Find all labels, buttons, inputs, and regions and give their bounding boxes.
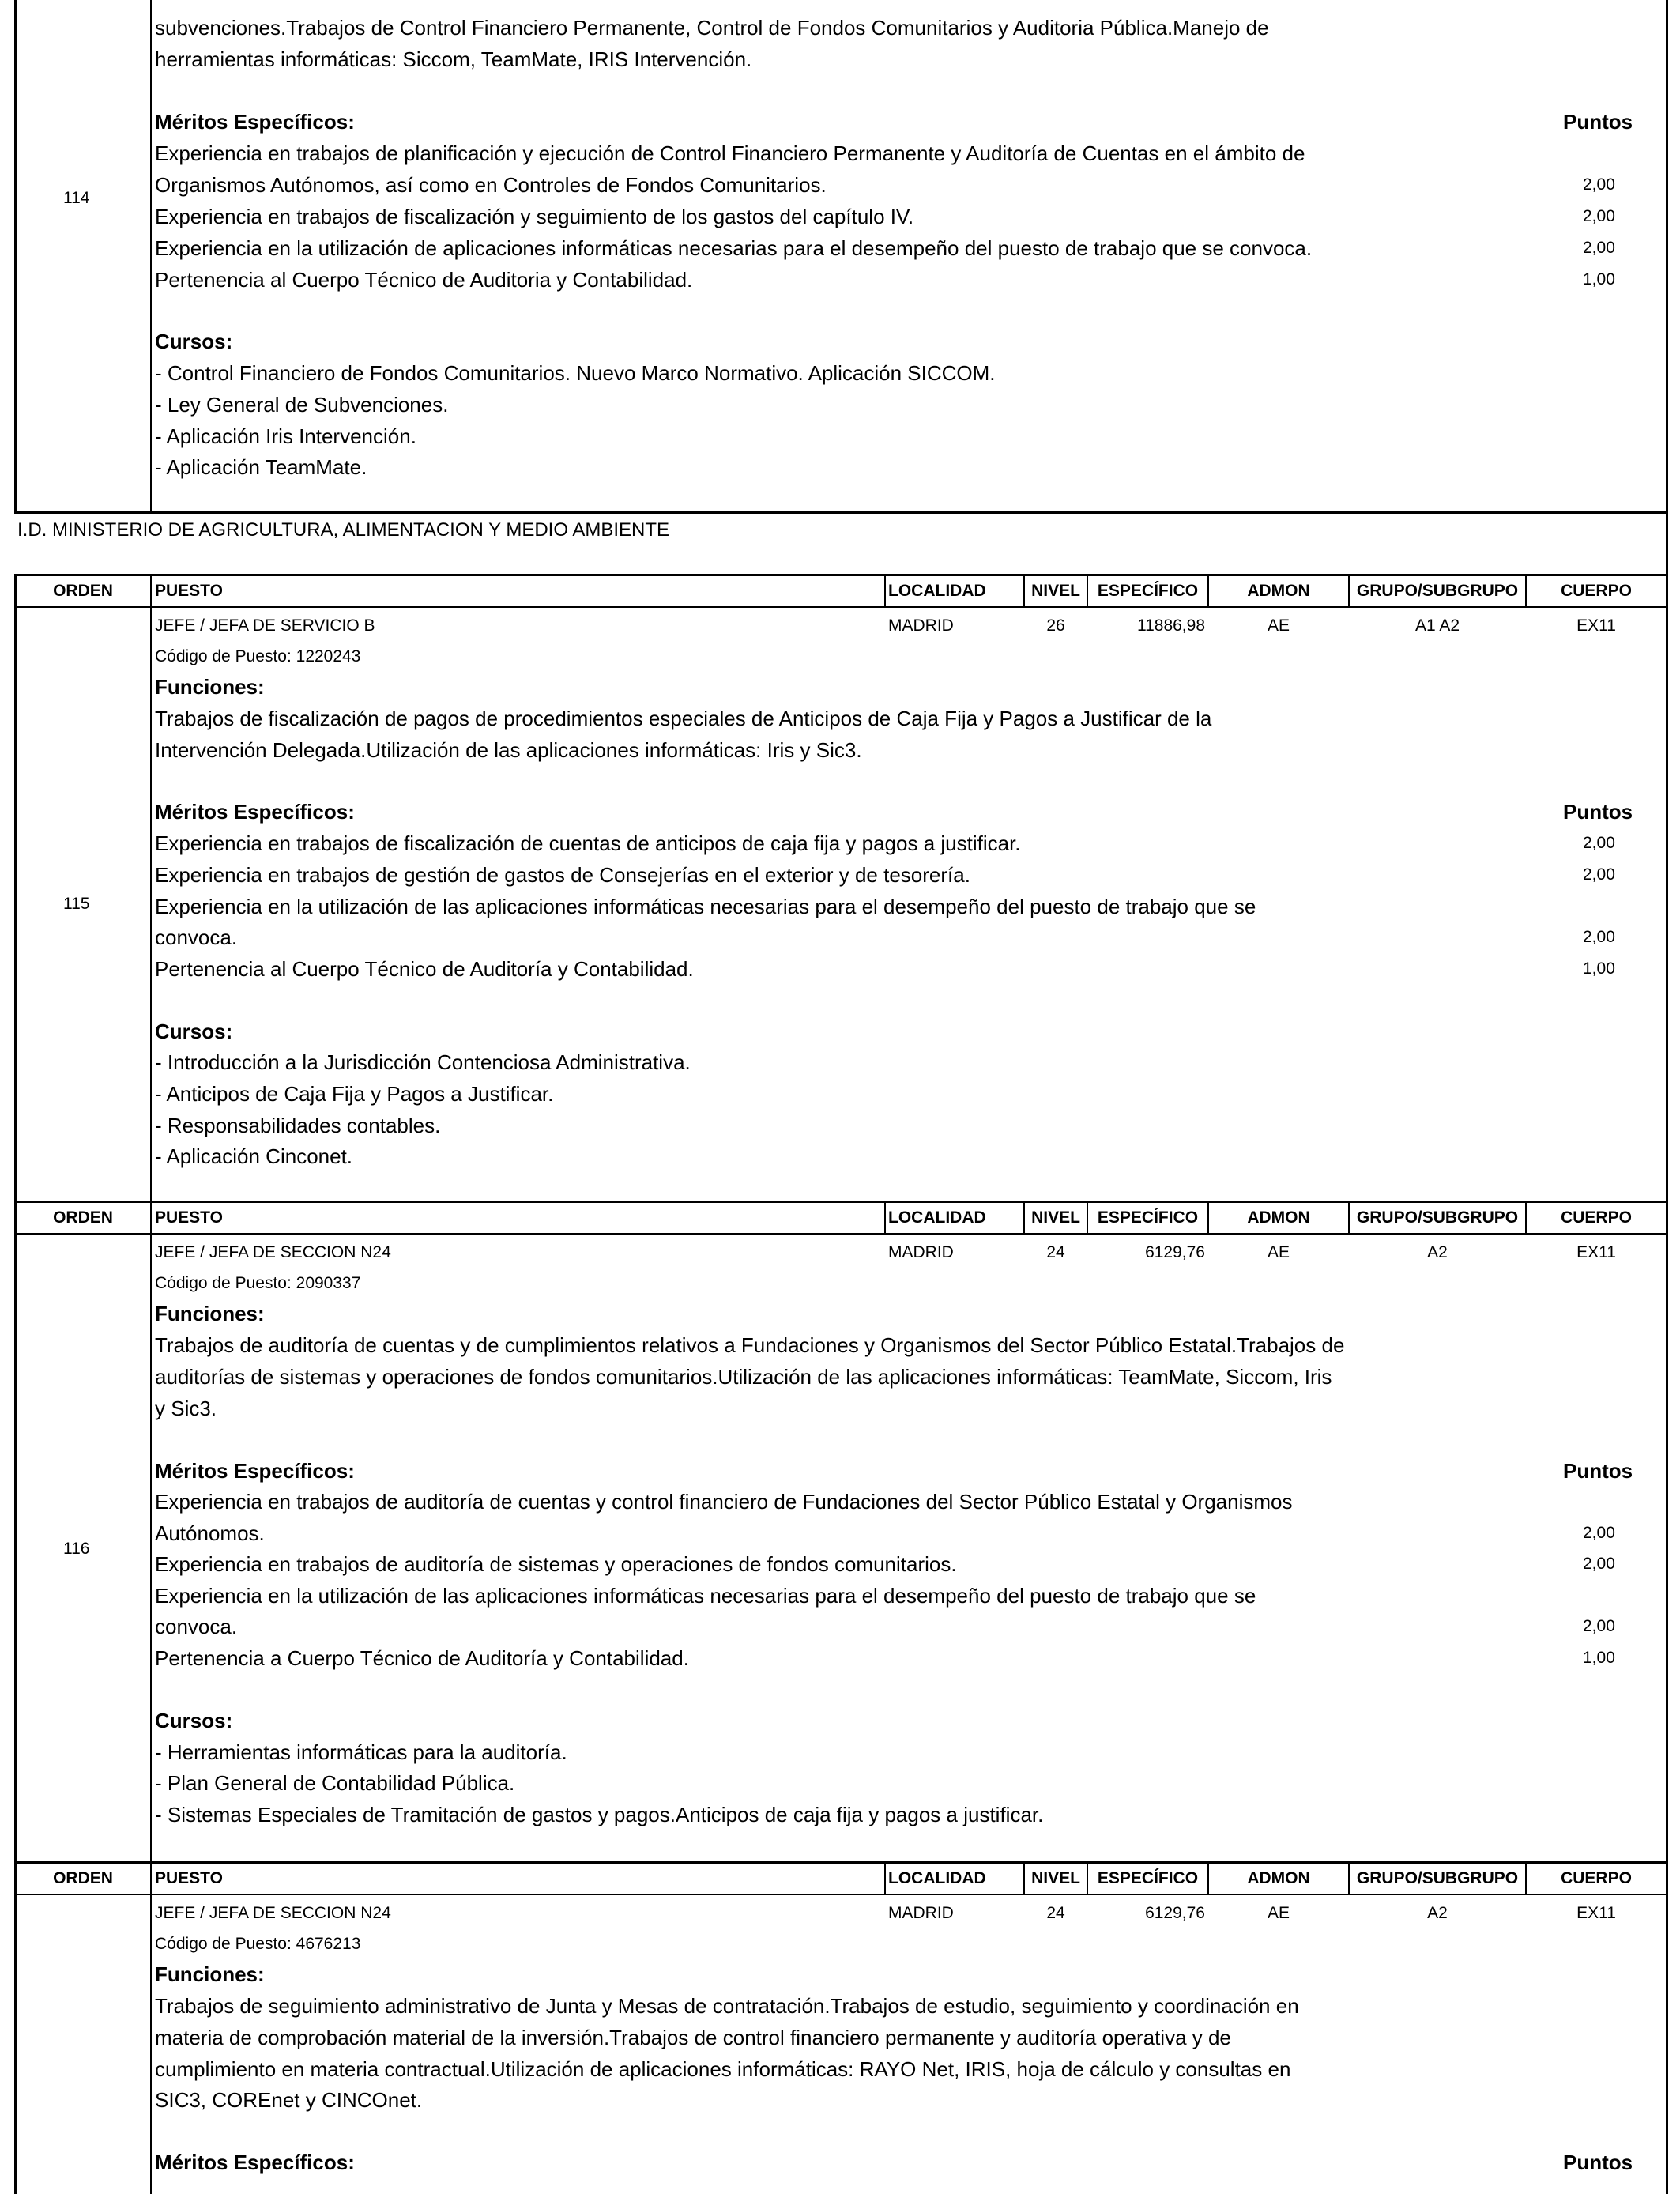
funciones-heading: Funciones: [155,1962,265,1986]
especifico-value: 6129,76 [1145,1243,1205,1261]
puesto-value: JEFE / JEFA DE SECCION N24 [155,1904,391,1922]
cursos-heading: Cursos: [155,1709,233,1732]
funciones-line: Trabajos de seguimiento administrativo de Junta y Mesas de contratación.Trabajos de estudio, seguimiento y coordinación en [155,1994,1299,2018]
curso-item: - Aplicación TeamMate. [155,455,367,479]
codigo-puesto [155,645,360,669]
header-especifico: ESPECÍFICO [1097,1208,1199,1227]
merito-line: Experiencia en trabajos de fiscalización y seguimiento de los gastos del capítulo IV. [155,205,914,228]
curso-item: - Herramientas informáticas para la auditoría. [155,1740,567,1764]
cursos-heading: Cursos: [155,1020,233,1043]
funciones-line: Intervención Delegada.Utilización de las aplicaciones informáticas: Iris y Sic3. [155,738,862,762]
header-cuerpo: CUERPO [1561,1869,1632,1887]
merito-puntos: 2,00 [1583,239,1615,257]
funciones-heading: Funciones: [155,675,265,699]
funciones-line: subvenciones.Trabajos de Control Financiero Permanente, Control de Fondos Comunitarios y Auditoria Pública.Manejo de [155,16,1269,40]
codigo-puesto [155,1932,360,1956]
codigo-label: Código de Puesto: [155,1935,292,1953]
merito-puntos: 1,00 [1583,270,1615,288]
merito-line: Experiencia en la utilización de las aplicaciones informáticas necesarias para el desempeño del puesto de trabajo que se [155,1584,1256,1608]
merito-puntos: 2,00 [1583,1617,1615,1635]
header-divider [884,1861,886,1895]
header-grupo: GRUPO/SUBGRUPO [1356,1208,1519,1227]
merito-puntos: 2,00 [1583,834,1615,852]
especifico-value: 6129,76 [1145,1904,1205,1922]
header-nivel: NIVEL [1031,1869,1080,1887]
merito-line: Experiencia en la utilización de las aplicaciones informáticas necesarias para el desempeño del puesto de trabajo que se [155,895,1256,918]
codigo-value: 2090337 [296,1274,361,1292]
cuerpo-value: EX11 [1576,616,1616,635]
merito-puntos: 1,00 [1583,1649,1615,1667]
header-admon: ADMON [1247,1208,1310,1227]
admon-value: AE [1267,1904,1290,1922]
header-especifico: ESPECÍFICO [1097,1869,1199,1887]
merito-puntos: 2,00 [1583,928,1615,946]
funciones-line: cumplimiento en materia contractual.Utilización de aplicaciones informáticas: RAYO Net, IRIS, hoja de cálculo y consultas en [155,2057,1291,2081]
left-border [14,0,17,512]
grupo-value: A2 [1427,1904,1448,1922]
cursos-heading: Cursos: [155,330,233,353]
meritos-heading: Méritos Específicos: [155,110,355,134]
merito-puntos: 2,00 [1583,207,1615,225]
nivel-value: 24 [1046,1904,1065,1922]
header-grupo: GRUPO/SUBGRUPO [1356,1869,1519,1887]
localidad-value: MADRID [888,616,954,635]
merito-line: Experiencia en la utilización de aplicaciones informáticas necesarias para el desempeño del puesto de trabajo que se convoca. [155,236,1313,260]
merito-line: Pertenencia al Cuerpo Técnico de Auditoría y Contabilidad. [155,957,694,981]
header-nivel: NIVEL [1031,1208,1080,1227]
header-localidad: LOCALIDAD [888,1208,986,1227]
merito-line: Experiencia en trabajos de fiscalización de cuentas de anticipos de caja fija y pagos a justificar. [155,831,1021,855]
merito-puntos: 2,00 [1583,865,1615,884]
curso-item: - Anticipos de Caja Fija y Pagos a Justificar. [155,1082,554,1106]
curso-item: - Plan General de Contabilidad Pública. [155,1771,515,1795]
localidad-value: MADRID [888,1904,954,1922]
header-orden: ORDEN [53,582,113,600]
admon-value: AE [1267,1243,1290,1261]
curso-item: - Control Financiero de Fondos Comunitarios. Nuevo Marco Normativo. Aplicación SICCOM. [155,361,996,385]
funciones-line: SIC3, COREnet y CINCOnet. [155,2088,423,2112]
ministry-title: I.D. MINISTERIO DE AGRICULTURA, ALIMENTACION Y MEDIO AMBIENTE [17,519,670,541]
funciones-line: auditorías de sistemas y operaciones de fondos comunitarios.Utilización de las aplicaciones informáticas: TeamMate, Siccom, Iris [155,1365,1332,1389]
orden-column-divider [150,575,152,2194]
header-especifico: ESPECÍFICO [1097,582,1199,600]
header-divider [884,1201,886,1235]
header-bottom-rule [14,1233,1668,1235]
header-admon: ADMON [1247,582,1310,600]
puesto-value: JEFE / JEFA DE SECCION N24 [155,1243,391,1261]
merito-line: Pertenencia a Cuerpo Técnico de Auditoría y Contabilidad. [155,1646,689,1670]
curso-item: - Introducción a la Jurisdicción Contenciosa Administrativa. [155,1050,691,1074]
orden-value: 114 [63,189,90,207]
funciones-line: Trabajos de fiscalización de pagos de procedimientos especiales de Anticipos de Caja Fija y Pagos a Justificar de la [155,707,1212,730]
codigo-label: Código de Puesto: [155,1274,292,1292]
header-cuerpo: CUERPO [1561,582,1632,600]
left-border [14,575,17,2194]
merito-line: Experiencia en trabajos de gestión de gastos de Consejerías en el exterior y de tesorería. [155,863,970,887]
grupo-value: A2 [1427,1243,1448,1261]
cuerpo-value: EX11 [1576,1904,1616,1922]
curso-item: - Responsabilidades contables. [155,1114,441,1137]
especifico-value: 11886,98 [1136,616,1205,635]
codigo-value: 4676213 [296,1935,361,1953]
header-bottom-rule [14,1894,1668,1895]
merito-line: Experiencia en trabajos de auditoría de sistemas y operaciones de fondos comunitarios. [155,1552,957,1576]
merito-line: Experiencia en trabajos de planificación y ejecución de Control Financiero Permanente y Auditoría de Cuentas en el ámbito de [155,141,1305,165]
header-divider [884,574,886,608]
meritos-heading: Méritos Específicos: [155,1459,355,1483]
right-border [1666,0,1668,2194]
merito-puntos: 2,00 [1583,1555,1615,1573]
puntos-heading: Puntos [1563,1459,1633,1483]
nivel-value: 26 [1046,616,1065,635]
curso-item: - Sistemas Especiales de Tramitación de gastos y pagos.Anticipos de caja fija y pagos a justificar. [155,1803,1044,1826]
merito-line: Pertenencia al Cuerpo Técnico de Auditoria y Contabilidad. [155,268,693,292]
localidad-value: MADRID [888,1243,954,1261]
funciones-heading: Funciones: [155,1302,265,1325]
merito-puntos: 2,00 [1583,175,1615,194]
puesto-value: JEFE / JEFA DE SERVICIO B [155,616,375,635]
admon-value: AE [1267,616,1290,635]
codigo-label: Código de Puesto: [155,647,292,665]
puntos-heading: Puntos [1563,800,1633,824]
header-puesto: PUESTO [155,1208,223,1227]
header-nivel: NIVEL [1031,582,1080,600]
header-cuerpo: CUERPO [1561,1208,1632,1227]
header-grupo: GRUPO/SUBGRUPO [1356,582,1519,600]
header-orden: ORDEN [53,1869,113,1887]
header-bottom-rule [14,606,1668,608]
meritos-heading: Méritos Específicos: [155,2151,355,2174]
funciones-line: y Sic3. [155,1397,217,1420]
codigo-value: 1220243 [296,647,361,665]
merito-line: convoca. [155,1615,238,1638]
header-puesto: PUESTO [155,582,223,600]
merito-puntos: 1,00 [1583,959,1615,978]
grupo-value: A1 A2 [1414,616,1460,635]
curso-item: - Aplicación Iris Intervención. [155,424,416,448]
merito-line: Experiencia en trabajos de auditoría de cuentas y control financiero de Fundaciones del Sector Público Estatal y Organismos [155,1490,1293,1514]
curso-item: - Aplicación Cinconet. [155,1144,353,1168]
codigo-puesto [155,1272,360,1295]
curso-item: - Ley General de Subvenciones. [155,393,449,417]
merito-line: Autónomos. [155,1521,265,1545]
merito-puntos: 2,00 [1583,1524,1615,1542]
merito-line: Organismos Autónomos, así como en Controles de Fondos Comunitarios. [155,173,827,197]
puntos-heading: Puntos [1563,110,1633,134]
section-divider [14,511,1668,514]
nivel-value: 24 [1046,1243,1065,1261]
header-orden: ORDEN [53,1208,113,1227]
header-puesto: PUESTO [155,1869,223,1887]
funciones-line: Trabajos de auditoría de cuentas y de cumplimientos relativos a Fundaciones y Organismos del Sector Público Estatal.Trabajos de [155,1333,1345,1357]
cuerpo-value: EX11 [1576,1243,1616,1261]
meritos-heading: Méritos Específicos: [155,800,355,824]
header-localidad: LOCALIDAD [888,1869,986,1887]
funciones-line: materia de comprobación material de la inversión.Trabajos de control financiero permanente y auditoría operativa y de [155,2026,1231,2049]
orden-column-divider [150,0,152,512]
merito-line: convoca. [155,925,238,949]
funciones-line: herramientas informáticas: Siccom, TeamMate, IRIS Intervención. [155,47,752,71]
header-admon: ADMON [1247,1869,1310,1887]
puntos-heading: Puntos [1563,2151,1633,2174]
orden-value: 116 [63,1540,90,1558]
orden-value: 115 [63,895,90,913]
header-localidad: LOCALIDAD [888,582,986,600]
